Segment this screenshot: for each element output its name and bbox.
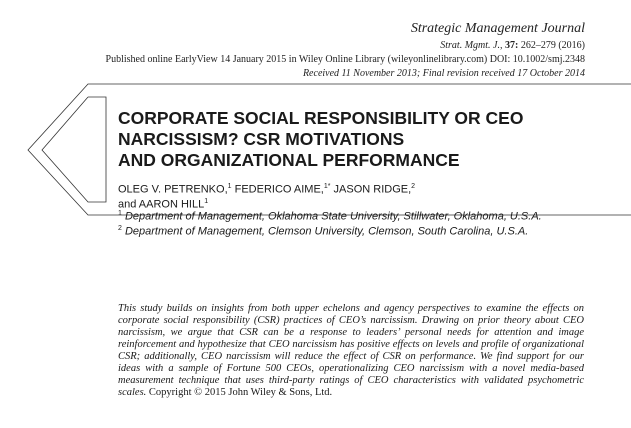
author-list	[118, 181, 415, 210]
abstract	[118, 303, 584, 399]
author-mark: 1	[227, 183, 232, 190]
author-mark: 1	[204, 197, 209, 205]
title-line-1: CORPORATE SOCIAL RESPONSIBILITY OR CEO	[118, 108, 524, 128]
affiliation-2	[118, 223, 588, 238]
citation-line	[440, 40, 585, 51]
title-line-3: AND ORGANIZATIONAL PERFORMANCE	[118, 150, 460, 170]
affiliation-text: Department of Management, Clemson University, Clemson, South Carolina, U.S.A.	[121, 225, 529, 238]
author-mark: 1*	[323, 183, 331, 190]
affiliation-mark: 1	[118, 210, 122, 217]
title-line-2: NARCISSISM? CSR MOTIVATIONS	[118, 129, 405, 149]
author-name: JASON RIDGE,	[330, 183, 412, 196]
journal-name: Strategic Management Journal	[410, 21, 585, 36]
abstract-text: This study builds on insights from both upper echelons and agency perspectives to examine the effects on corporate social responsibility (CSR) practices of CEO’s narcissism. Drawing on prior theory about CEO narcissism, we argue that CSR can be a response to leaders’ personal needs for attention and image reinforcement and hypothesize that CEO narcissism has positive effects on levels and profile of organizational CSR; additionally, CEO narcissism will reduce the effect of CSR on performance. We find support for our ideas with a sample of Fortune 500 CEOs, operationalizing CEO narcissism with a novel media-based measurement technique that uses third-party ratings of CEO characteristics with validated psychometric scales.	[118, 303, 584, 398]
author-line-1	[118, 181, 415, 196]
affiliation-mark: 2	[118, 225, 122, 233]
author-mark: 2	[411, 183, 416, 190]
citation-pages: 262–279 (2016)	[520, 40, 585, 51]
published-line: Published online EarlyView 14 January 2015 in Wiley Online Library (wileyonlinelibrary.com) DOI: 10.1002/smj.2348	[105, 54, 585, 65]
received-line: Received 11 November 2013; Final revision received 17 October 2014	[302, 68, 585, 79]
copyright-notice: Copyright © 2015 John Wiley & Sons, Ltd.	[148, 387, 333, 398]
affiliation-text: Department of Management, Oklahoma State University, Stillwater, Oklahoma, U.S.A.	[121, 210, 542, 223]
affiliations	[118, 208, 588, 238]
author-name: and AARON HILL	[118, 198, 205, 211]
affiliation-1	[118, 208, 588, 223]
citation-journal: Strat. Mgmt. J.,	[440, 40, 503, 51]
paper-title	[118, 108, 523, 171]
citation-volume: 37:	[504, 40, 519, 51]
author-name: FEDERICO AIME,	[231, 183, 324, 196]
author-name: OLEG V. PETRENKO,	[118, 183, 228, 196]
